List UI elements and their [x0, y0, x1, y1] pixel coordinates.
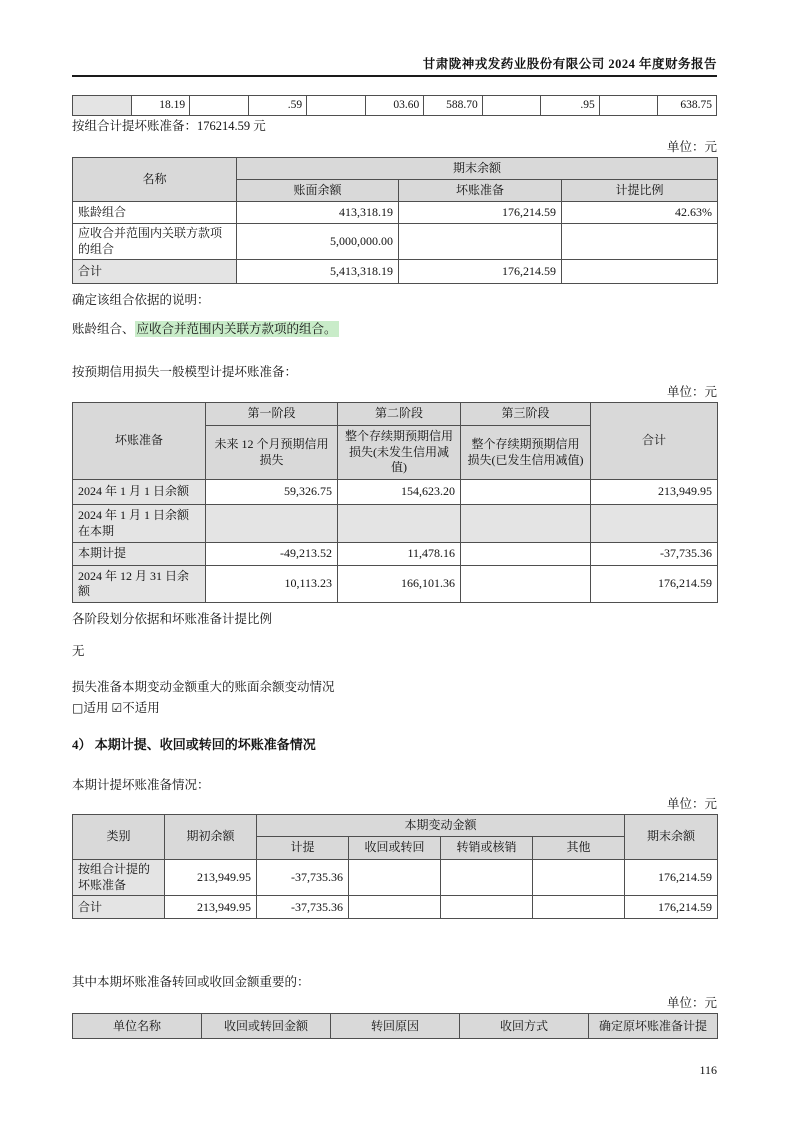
table-cell — [307, 96, 366, 116]
table-cell: 账龄组合 — [73, 202, 237, 224]
table-cell: 176,214.59 — [625, 896, 718, 919]
table-cell: 应收合并范围内关联方款项的组合 — [73, 224, 237, 260]
table-header-cell: 期末余额 — [625, 815, 718, 860]
header-divider — [72, 75, 717, 77]
page-content — [72, 0, 717, 1078]
table-cell — [482, 96, 541, 116]
table-cell — [73, 96, 132, 116]
table-cell: 176,214.59 — [399, 260, 562, 284]
table-cell — [599, 96, 658, 116]
table-header-cell: 类别 — [73, 815, 165, 860]
provision-movement-table — [72, 814, 718, 919]
table-row — [73, 96, 717, 116]
table-row — [73, 480, 718, 505]
table-cell: 2024 年 1 月 1 日余额在本期 — [73, 505, 206, 543]
table-cell — [461, 543, 591, 566]
table-cell: 10,113.23 — [206, 566, 338, 603]
table-cell — [399, 224, 562, 260]
table-row — [73, 505, 718, 543]
table-cell: 按组合计提的坏账准备 — [73, 860, 165, 896]
table-cell — [533, 860, 625, 896]
table-header-cell: 账面余额 — [237, 180, 399, 202]
applicability-row — [72, 700, 717, 716]
table-header-cell: 转回原因 — [331, 1014, 460, 1039]
table-cell: 638.75 — [658, 96, 717, 116]
unit-label: 单位：元 — [666, 140, 717, 154]
important-recovery-caption: 其中本期坏账准备转回或收回金额重要的： — [72, 975, 310, 990]
table-header-cell: 整个存续期预期信用损失(未发生信用减值) — [338, 426, 461, 480]
table-cell — [562, 260, 718, 284]
table-header-cell: 未来 12 个月预期信用损失 — [206, 426, 338, 480]
table-row — [73, 543, 718, 566]
table-header-cell: 本期变动金额 — [257, 815, 625, 837]
table-cell — [562, 224, 718, 260]
applicable-label: 适用 — [83, 701, 109, 716]
table-cell: 11,478.16 — [338, 543, 461, 566]
current-provision-caption: 本期计提坏账准备情况： — [72, 778, 210, 793]
table-cell: 59,326.75 — [206, 480, 338, 505]
table-header-cell: 收回或转回 — [349, 837, 441, 860]
table-header-cell: 合计 — [591, 403, 718, 480]
ecl-stage-table — [72, 402, 718, 603]
page-number: 116 — [699, 1063, 717, 1078]
table-cell: .95 — [541, 96, 600, 116]
not-applicable-label: 不适用 — [122, 701, 160, 716]
table-cell — [338, 505, 461, 543]
table-header-cell: 第二阶段 — [338, 403, 461, 426]
table-cell — [349, 896, 441, 919]
table-row — [73, 566, 718, 603]
checkbox-checked-icon: ☑ — [111, 701, 123, 716]
table-cell — [533, 896, 625, 919]
table-cell: 合计 — [73, 896, 165, 919]
basis-text — [72, 320, 717, 338]
table-cell: 合计 — [73, 260, 237, 284]
table-header-cell: 收回或转回金额 — [202, 1014, 331, 1039]
stage-basis-value: 无 — [72, 644, 85, 659]
table-cell: 176,214.59 — [625, 860, 718, 896]
table-header-cell: 计提比例 — [562, 180, 718, 202]
significant-change-caption: 损失准备本期变动金额重大的账面余额变动情况 — [72, 680, 335, 695]
table-header-cell: 确定原坏账准备计提 — [589, 1014, 718, 1039]
truncated-aging-table-fragment — [72, 95, 717, 116]
table-cell — [206, 505, 338, 543]
basis-plain-text: 账龄组合、 — [72, 322, 135, 337]
table-cell: 18.19 — [131, 96, 190, 116]
table-cell: .59 — [248, 96, 307, 116]
table-cell: -37,735.36 — [257, 860, 349, 896]
table-cell — [591, 505, 718, 543]
table-cell — [461, 480, 591, 505]
table-header-cell: 转销或核销 — [441, 837, 533, 860]
checkbox-unchecked-icon: □ — [72, 701, 84, 716]
unit-label: 单位：元 — [666, 797, 717, 812]
table-header-cell: 收回方式 — [460, 1014, 589, 1039]
table-cell — [441, 860, 533, 896]
table-cell: -37,735.36 — [257, 896, 349, 919]
table-cell: 213,949.95 — [591, 480, 718, 505]
table-cell — [190, 96, 249, 116]
table-cell: -37,735.36 — [591, 543, 718, 566]
section4-heading: 4） 本期计提、收回或转回的坏账准备情况 — [72, 737, 316, 753]
portfolio-provision-note: 按组合计提坏账准备：176214.59 元 — [72, 119, 266, 133]
table-header-cell: 第三阶段 — [461, 403, 591, 426]
table-row — [73, 202, 718, 224]
unit-label: 单位：元 — [666, 385, 717, 400]
table-header-cell: 期初余额 — [165, 815, 257, 860]
recovery-detail-table — [72, 1013, 718, 1039]
table-cell: 本期计提 — [73, 543, 206, 566]
table-header-row — [73, 403, 718, 426]
table-row — [73, 224, 718, 260]
basis-highlighted-text: 应收合并范围内关联方款项的组合。 — [136, 322, 337, 337]
table-cell — [461, 505, 591, 543]
table-header-row — [73, 158, 718, 180]
table-cell: 588.70 — [424, 96, 483, 116]
table-header-cell: 计提 — [257, 837, 349, 860]
table-total-row — [73, 260, 718, 284]
table-cell: 176,214.59 — [591, 566, 718, 603]
table-cell: 2024 年 1 月 1 日余额 — [73, 480, 206, 505]
portfolio-balance-table — [72, 157, 718, 284]
table-row — [73, 860, 718, 896]
table-cell: 176,214.59 — [399, 202, 562, 224]
table-cell: 213,949.95 — [165, 860, 257, 896]
table-cell: 413,318.19 — [237, 202, 399, 224]
table-cell — [349, 860, 441, 896]
unit-label: 单位：元 — [666, 996, 717, 1011]
table-header-row — [73, 815, 718, 837]
table-header-cell: 坏账准备 — [73, 403, 206, 480]
table-header-row — [73, 1014, 718, 1039]
table-cell: 5,000,000.00 — [237, 224, 399, 260]
table-header-cell: 整个存续期预期信用损失(已发生信用减值) — [461, 426, 591, 480]
table-cell — [461, 566, 591, 603]
table-header-cell: 其他 — [533, 837, 625, 860]
stage-basis-caption: 各阶段划分依据和坏账准备计提比例 — [72, 612, 273, 627]
table-cell: 154,623.20 — [338, 480, 461, 505]
table-cell: 213,949.95 — [165, 896, 257, 919]
basis-caption: 确定该组合依据的说明： — [72, 293, 210, 308]
ecl-caption: 按预期信用损失一般模型计提坏账准备： — [72, 365, 298, 380]
table-cell: 166,101.36 — [338, 566, 461, 603]
table-total-row — [73, 896, 718, 919]
table-cell: 42.63% — [562, 202, 718, 224]
table-cell: 5,413,318.19 — [237, 260, 399, 284]
report-header-title: 甘肃陇神戎发药业股份有限公司 2024 年度财务报告 — [422, 57, 717, 71]
table-header-cell: 单位名称 — [73, 1014, 202, 1039]
table-header-cell: 坏账准备 — [399, 180, 562, 202]
table-cell: 2024 年 12 月 31 日余额 — [73, 566, 206, 603]
table-header-cell: 名称 — [73, 158, 237, 202]
table-header-cell: 期末余额 — [237, 158, 718, 180]
table-cell: 03.60 — [365, 96, 424, 116]
table-cell: -49,213.52 — [206, 543, 338, 566]
table-header-cell: 第一阶段 — [206, 403, 338, 426]
table-cell — [441, 896, 533, 919]
